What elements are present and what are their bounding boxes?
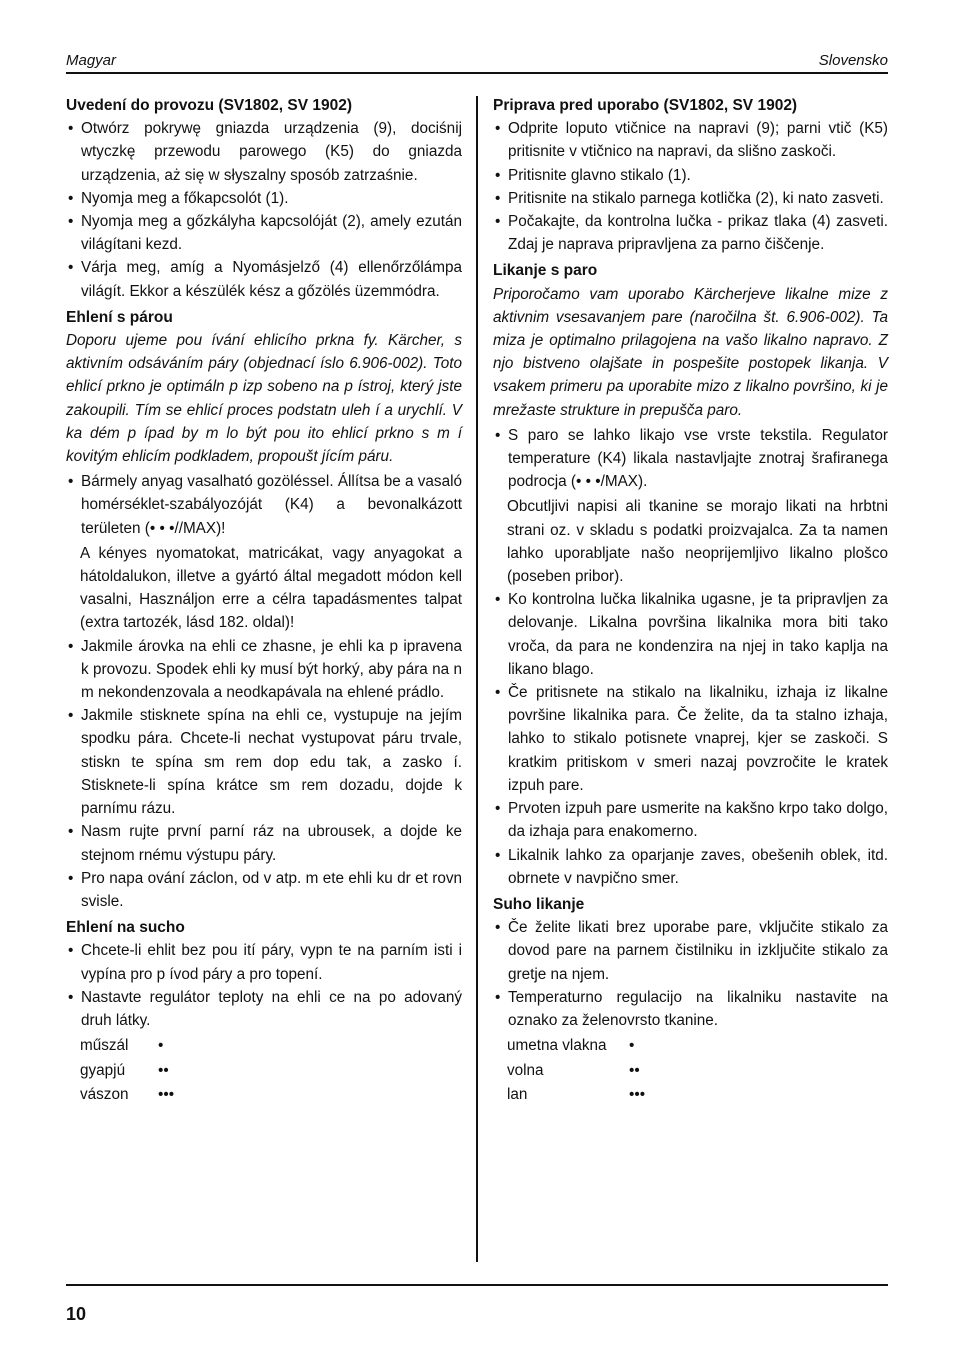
list-item xyxy=(66,635,462,705)
fabric-name: volna xyxy=(507,1061,544,1079)
section-startup-left xyxy=(66,94,462,303)
bullet-dot: • xyxy=(68,823,74,841)
list-item-text: Pro napa ování záclon, od v atp. m ete ehli ku dr et rovn svisle. xyxy=(81,869,462,910)
list-item xyxy=(493,117,888,163)
fabric-table xyxy=(493,1034,888,1108)
list-item xyxy=(66,867,462,913)
bullet-dot: • xyxy=(68,637,74,655)
list-item xyxy=(493,164,888,187)
section-intro: Doporu ujeme pou ívání ehlicího prkna fy. Kärcher, s aktivním odsáváním páry (objednací íslo 6.906-002). Toto ehlicí prkno je optimáln p izp sobeno na p ístroj, který jste zakoupili. Tím se ehlicí proces podstatn uleh í a urychlí. V ka dém p ípad by m lo být pou ito ehlicí prkno s m í kovitým ehlicím podkladem, propoušt jícím páru. xyxy=(66,332,462,466)
bullet-dot: • xyxy=(495,166,501,184)
list-item xyxy=(493,210,888,256)
list-item-text: Jakmile árovka na ehli ce zhasne, je ehli ka p ipravena k provozu. Spodek ehli ky musí být horký, aby pára na n m nekondenzovala a neodkapávala na ehlené prádlo. xyxy=(81,637,462,702)
list-item xyxy=(66,704,462,820)
fabric-dots: ••• xyxy=(158,1086,175,1104)
top-rule xyxy=(66,72,888,74)
bullet-dot: • xyxy=(68,942,74,960)
page-number: 10 xyxy=(66,1304,87,1324)
section-dry-ironing-left xyxy=(66,916,462,1108)
list-item-text: Če želite likati brez uporabe pare, vključite stikalo za dovod pare na parnem čistilniku in izključite stikalo za gretje na njem. xyxy=(508,919,888,983)
bullet-dot: • xyxy=(68,869,74,887)
section-heading: Ehlení s párou xyxy=(66,308,173,326)
section-intro: Priporočamo vam uporabo Kärcherjeve likalne mize z aktivnim vsesavanjem pare (naročilna št. 6.906-002). Ta miza je optimalno prilagojena na vašo likalno napravo. Z njo bistveno olajšate in pospešite postopek likanja. V vsakem primeru pa uporabite mizo z likalno površino, ki je mrežaste strukture in prepušča paro. xyxy=(493,285,888,419)
fabric-row xyxy=(507,1034,888,1059)
fabric-name: gyapjú xyxy=(80,1061,126,1079)
header-language-right: Slovensko xyxy=(818,52,888,69)
list-item-text: Jakmile stisknete spína na ehli ce, vystupuje na jejím spodku pára. Chcete-li nechat vystupovat páru trvale, stiskn te spína sm rem dop edu tak, a zasko í. Stisknete-li spína krátce sm rem dozadu, dojde k parnímu rázu. xyxy=(81,707,462,818)
bullet-dot: • xyxy=(495,988,501,1006)
bullet-dot: • xyxy=(68,707,74,725)
left-column xyxy=(66,94,462,1111)
fabric-dots: •• xyxy=(158,1061,169,1079)
fabric-row xyxy=(80,1034,462,1059)
section-heading: Ehlení na sucho xyxy=(66,919,185,937)
list-item-text: Nyomja meg a gőzkályha kapcsolóját (2), amely ezután világítani kezd. xyxy=(81,213,462,254)
list-item-text: S paro se lahko likajo vse vrste tekstila. Regulator temperature (K4) likala nastavljajte znotraj šrafiranega podrocja (• • •/MAX). xyxy=(508,426,888,491)
list-item-note: A kényes nyomatokat, matricákat, vagy anyagokat a hátoldalukon, illetve a gyártó által megadott módon kell vasalni, Használjon erre a célra tapadásmentes talpat (extra tartozék, lásd 182. oldal)! xyxy=(80,544,462,632)
fabric-name: műszál xyxy=(80,1037,129,1055)
fabric-row xyxy=(507,1083,888,1108)
list-item-text: Odprite loputo vtičnice na napravi (9); parni vtič (K5) pritisnite v vtičnico na napravi, da slišno zaskoči. xyxy=(508,120,888,161)
list-item xyxy=(66,820,462,866)
list-item-text: Prvoten izpuh pare usmerite na kakšno krpo tako dolgo, da izhaja para enakomerno. xyxy=(508,800,888,841)
bullet-dot: • xyxy=(495,919,501,937)
bullet-dot: • xyxy=(495,120,501,138)
bullet-dot: • xyxy=(495,846,501,864)
bullet-dot: • xyxy=(68,189,74,207)
list-item-text: Počakajte, da kontrolna lučka - prikaz tlaka (4) zasveti. Zdaj je naprava pripravljena za parno čiščenje. xyxy=(508,213,888,254)
bullet-dot: • xyxy=(68,988,74,1006)
list-item-text: Nastavte regulátor teploty na ehli ce na po adovaný druh látky. xyxy=(81,988,462,1029)
list-item xyxy=(493,424,888,494)
fabric-dots: • xyxy=(158,1037,164,1055)
fabric-row xyxy=(80,1083,462,1108)
bullet-dot: • xyxy=(495,213,501,231)
bullet-dot: • xyxy=(68,213,74,231)
list-item xyxy=(493,844,888,890)
list-item xyxy=(66,470,462,540)
list-item xyxy=(66,210,462,256)
fabric-name: umetna vlakna xyxy=(507,1037,607,1055)
list-item xyxy=(66,986,462,1032)
list-item-note: Obcutljivi napisi ali tkanine se morajo likati na hrbtni strani oz. v skladu s podatki proizvajalca. Za ta namen lahko uporabljate našo neoprijemljivo likalno plošco (poseben pribor). xyxy=(507,498,888,586)
fabric-dots: •• xyxy=(629,1061,640,1079)
list-item xyxy=(493,681,888,797)
bullet-dot: • xyxy=(495,800,501,818)
list-item-text: Ko kontrolna lučka likalnika ugasne, je ta pripravljen za delovanje. Likalna površina likalnika mora biti tako vroča, da para ne kondenzira na njej in tako kaplja na likano blago. xyxy=(508,591,888,678)
list-item-text: Chcete-li ehlit bez pou ití páry, vypn te na parním isti i vypína pro p ívod páry a pro topení. xyxy=(81,942,462,983)
fabric-dots: ••• xyxy=(629,1086,646,1104)
right-column xyxy=(493,94,888,1111)
section-heading: Uvedení do provozu (SV1802, SV 1902) xyxy=(66,97,352,114)
list-item xyxy=(66,939,462,985)
header-language-left: Magyar xyxy=(66,52,117,69)
section-steam-ironing-right xyxy=(493,259,888,889)
bullet-dot: • xyxy=(495,189,501,207)
fabric-row xyxy=(80,1059,462,1084)
bullet-dot: • xyxy=(68,259,74,277)
section-heading: Suho likanje xyxy=(493,895,585,913)
list-item-text: Otwórz pokrywę gniazda urządzenia (9), dociśnij wtyczkę przewodu parowego (K5) do gniazda urządzenia, aż się w słyszalny sposób zatrzaśnie. xyxy=(81,120,462,184)
list-item-text: Če pritisnete na stikalo na likalniku, izhaja iz likalne površine likalnika para. Če želite, da ta stalno izhaja, lahko to stikalo potisnete vnaprej, kjer se zaskoči. S kratkim pritiskom v smeri nazaj povzročite le kratek izpuh pare. xyxy=(508,684,888,794)
fabric-name: vászon xyxy=(80,1086,129,1104)
section-startup-right xyxy=(493,94,888,256)
column-separator xyxy=(476,96,478,1262)
list-item-text: Nyomja meg a főkapcsolót (1). xyxy=(81,189,289,207)
section-heading: Priprava pred uporabo (SV1802, SV 1902) xyxy=(493,97,798,114)
bullet-dot: • xyxy=(68,120,74,138)
list-item-text: Likalnik lahko za oparjanje zaves, obešenih oblek, itd. obrnete v navpično smer. xyxy=(508,846,888,887)
fabric-row xyxy=(507,1059,888,1084)
section-heading: Likanje s paro xyxy=(493,262,598,280)
fabric-dots: • xyxy=(629,1037,635,1055)
list-item xyxy=(66,256,462,302)
list-item xyxy=(66,187,462,210)
bullet-dot: • xyxy=(495,426,501,444)
list-item xyxy=(493,588,888,681)
list-item-text: Várja meg, amíg a Nyomásjelző (4) ellenőrzőlámpa világít. Ekkor a készülék kész a gőzölés üzemmódra. xyxy=(81,259,462,300)
list-item xyxy=(66,117,462,187)
list-item xyxy=(493,797,888,843)
section-dry-ironing-right xyxy=(493,893,888,1108)
list-item-text: Nasm rujte první parní ráz na ubrousek, a dojde ke stejnom rnému výstupu páry. xyxy=(81,823,462,864)
list-item xyxy=(493,187,888,210)
list-item-text: Pritisnite glavno stikalo (1). xyxy=(508,166,691,184)
list-item-text: Temperaturno regulacijo na likalniku nastavite na oznako za želenovrsto tkanine. xyxy=(508,988,888,1029)
fabric-table xyxy=(66,1034,462,1108)
list-item xyxy=(493,916,888,986)
list-item-text: Bármely anyag vasalható gozöléssel. Állítsa be a vasaló homérséklet-szabályozóját (K4) a bevonalkázott területen (• • •//MAX)! xyxy=(81,473,462,537)
fabric-name: lan xyxy=(507,1086,528,1104)
bottom-rule xyxy=(66,1284,888,1286)
bullet-dot: • xyxy=(495,684,501,702)
section-steam-ironing-left xyxy=(66,306,462,913)
list-item xyxy=(493,986,888,1032)
bullet-dot: • xyxy=(495,591,501,609)
bullet-dot: • xyxy=(68,473,74,491)
list-item-text: Pritisnite na stikalo parnega kotlička (2), ki nato zasveti. xyxy=(508,189,884,207)
